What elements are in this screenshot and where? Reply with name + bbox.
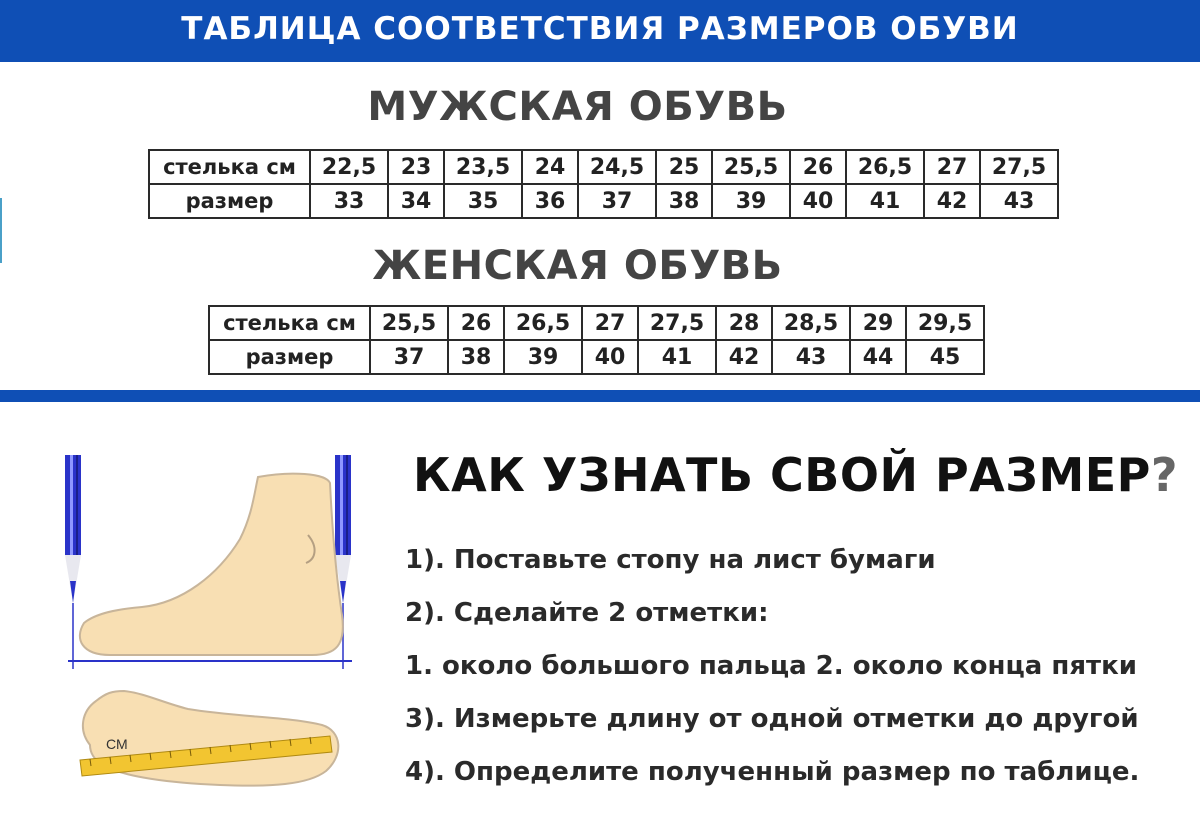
table-cell: 26,5 — [504, 306, 582, 340]
table-cell: 37 — [370, 340, 448, 374]
howto-title-text: КАК УЗНАТЬ СВОЙ РАЗМЕР — [413, 448, 1151, 502]
table-cell: 28,5 — [772, 306, 850, 340]
table-cell: 41 — [846, 184, 924, 218]
men-section-title: МУЖСКАЯ ОБУВЬ — [367, 84, 788, 130]
table-cell: 29 — [850, 306, 906, 340]
women-section-title: ЖЕНСКАЯ ОБУВЬ — [372, 243, 783, 289]
row-label-insole: стелька см — [209, 306, 370, 340]
table-row — [149, 184, 1058, 218]
header-title: ТАБЛИЦА СООТВЕТСТВИЯ РАЗМЕРОВ ОБУВИ — [181, 11, 1019, 47]
foot-measure-illustration — [60, 455, 370, 795]
table-cell: 26 — [448, 306, 504, 340]
table-cell: 27,5 — [980, 150, 1058, 184]
table-cell: 44 — [850, 340, 906, 374]
section-divider — [0, 390, 1200, 402]
table-cell: 42 — [924, 184, 980, 218]
ruler-label: СМ — [106, 736, 128, 752]
list-item: 3). Измерьте длину от одной отметки до другой — [405, 704, 1139, 734]
women-size-table — [208, 305, 985, 375]
row-label-size: размер — [149, 184, 310, 218]
list-item: 1). Поставьте стопу на лист бумаги — [405, 545, 936, 575]
table-cell: 29,5 — [906, 306, 984, 340]
table-cell: 42 — [716, 340, 772, 374]
table-cell: 43 — [772, 340, 850, 374]
table-cell: 37 — [578, 184, 656, 218]
table-cell: 40 — [790, 184, 846, 218]
table-cell: 34 — [388, 184, 444, 218]
men-size-table — [148, 149, 1059, 219]
howto-title-mark: ? — [1150, 448, 1179, 502]
howto-title — [413, 448, 1178, 502]
table-cell: 22,5 — [310, 150, 388, 184]
table-cell: 38 — [656, 184, 712, 218]
table-cell: 36 — [522, 184, 578, 218]
table-cell: 23,5 — [444, 150, 522, 184]
table-row — [149, 150, 1058, 184]
table-cell: 39 — [712, 184, 790, 218]
howto-steps-list — [405, 540, 1139, 805]
table-row — [209, 306, 984, 340]
table-cell: 26 — [790, 150, 846, 184]
table-cell: 27 — [582, 306, 638, 340]
table-cell: 43 — [980, 184, 1058, 218]
table-cell: 24,5 — [578, 150, 656, 184]
table-cell: 24 — [522, 150, 578, 184]
list-item: 2). Сделайте 2 отметки: — [405, 598, 769, 628]
table-cell: 25,5 — [370, 306, 448, 340]
table-cell: 41 — [638, 340, 716, 374]
table-cell: 40 — [582, 340, 638, 374]
table-cell: 26,5 — [846, 150, 924, 184]
pencil-icon — [65, 455, 81, 603]
row-label-size: размер — [209, 340, 370, 374]
table-cell: 27,5 — [638, 306, 716, 340]
table-cell: 45 — [906, 340, 984, 374]
table-cell: 33 — [310, 184, 388, 218]
foot-side-icon — [80, 474, 343, 655]
list-item: 1. около большого пальца 2. около конца пятки — [405, 651, 1137, 681]
header-banner — [0, 0, 1200, 62]
row-label-insole: стелька см — [149, 150, 310, 184]
table-cell: 27 — [924, 150, 980, 184]
table-cell: 25 — [656, 150, 712, 184]
table-row — [209, 340, 984, 374]
table-cell: 35 — [444, 184, 522, 218]
table-cell: 25,5 — [712, 150, 790, 184]
table-cell: 38 — [448, 340, 504, 374]
table-cell: 23 — [388, 150, 444, 184]
table-cell: 39 — [504, 340, 582, 374]
table-cell: 28 — [716, 306, 772, 340]
list-item: 4). Определите полученный размер по таблице. — [405, 757, 1140, 787]
